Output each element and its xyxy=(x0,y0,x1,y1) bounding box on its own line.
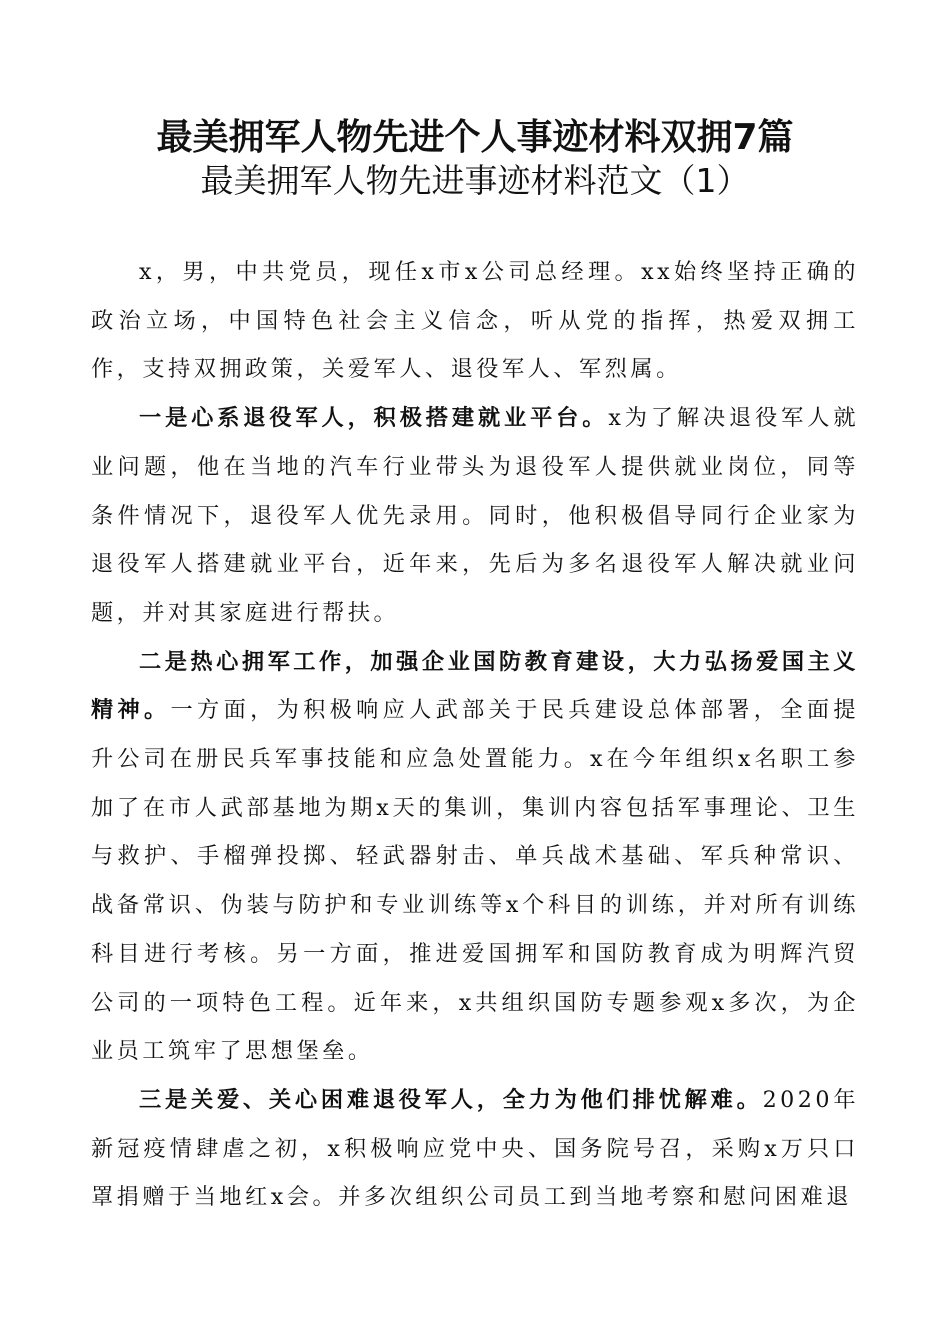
paragraph-intro xyxy=(91,248,859,394)
paragraph-lead: 二是热心拥军工作，加强企业国防教育建设，大力弘扬爱国主义精神。 xyxy=(91,648,859,724)
document-body xyxy=(91,248,859,1222)
paragraph-point-one xyxy=(91,394,859,638)
paragraph-lead: 三是关爱、关心困难退役军人，全力为他们排忧解难。 xyxy=(139,1086,763,1113)
paragraph-text: x，男，中共党员，现任x市x公司总经理。xx始终坚持正确的政治立场，中国特色社会主义信念，听从党的指挥，热爱双拥工作，支持双拥政策，关爱军人、退役军人、军烈属。 xyxy=(91,259,859,383)
paragraph-point-three xyxy=(91,1076,859,1222)
document-subtitle: 最美拥军人物先进事迹材料范文（1） xyxy=(200,161,750,200)
paragraph-lead: 一是心系退役军人，积极搭建就业平台。 xyxy=(139,405,609,432)
paragraph-text: x为了解决退役军人就业问题，他在当地的汽车行业带头为退役军人提供就业岗位，同等条件情况下，退役军人优先录用。同时，他积极倡导同行企业家为退役军人搭建就业平台，近年来，先后为多名退役军人解决就业问题，并对其家庭进行帮扶。 xyxy=(91,405,860,626)
paragraph-text: 2020年新冠疫情肆虐之初，x积极响应党中央、国务院号召，采购x万只口罩捐赠于当地红x会。并多次组织公司员工到当地考察和慰问困难退 xyxy=(91,1086,860,1211)
document-title: 最美拥军人物先进个人事迹材料双拥7篇 xyxy=(156,117,794,158)
paragraph-point-two xyxy=(91,638,859,1076)
paragraph-text: 一方面，为积极响应人武部关于民兵建设总体部署，全面提升公司在册民兵军事技能和应急处置能力。x在今年组织x名职工参加了在市人武部基地为期x天的集训，集训内容包括军事理论、卫生与救护、手榴弹投掷、轻武器射击、单兵战术基础、军兵种常识、战备常识、伪装与防护和专业训练等x个科目的训练，并对所有训练科目进行考核。另一方面，推进爱国拥军和国防教育成为明辉汽贸公司的一项特色工程。近年来，x共组织国防专题参观x多次，为企业员工筑牢了思想堡垒。 xyxy=(91,697,860,1065)
